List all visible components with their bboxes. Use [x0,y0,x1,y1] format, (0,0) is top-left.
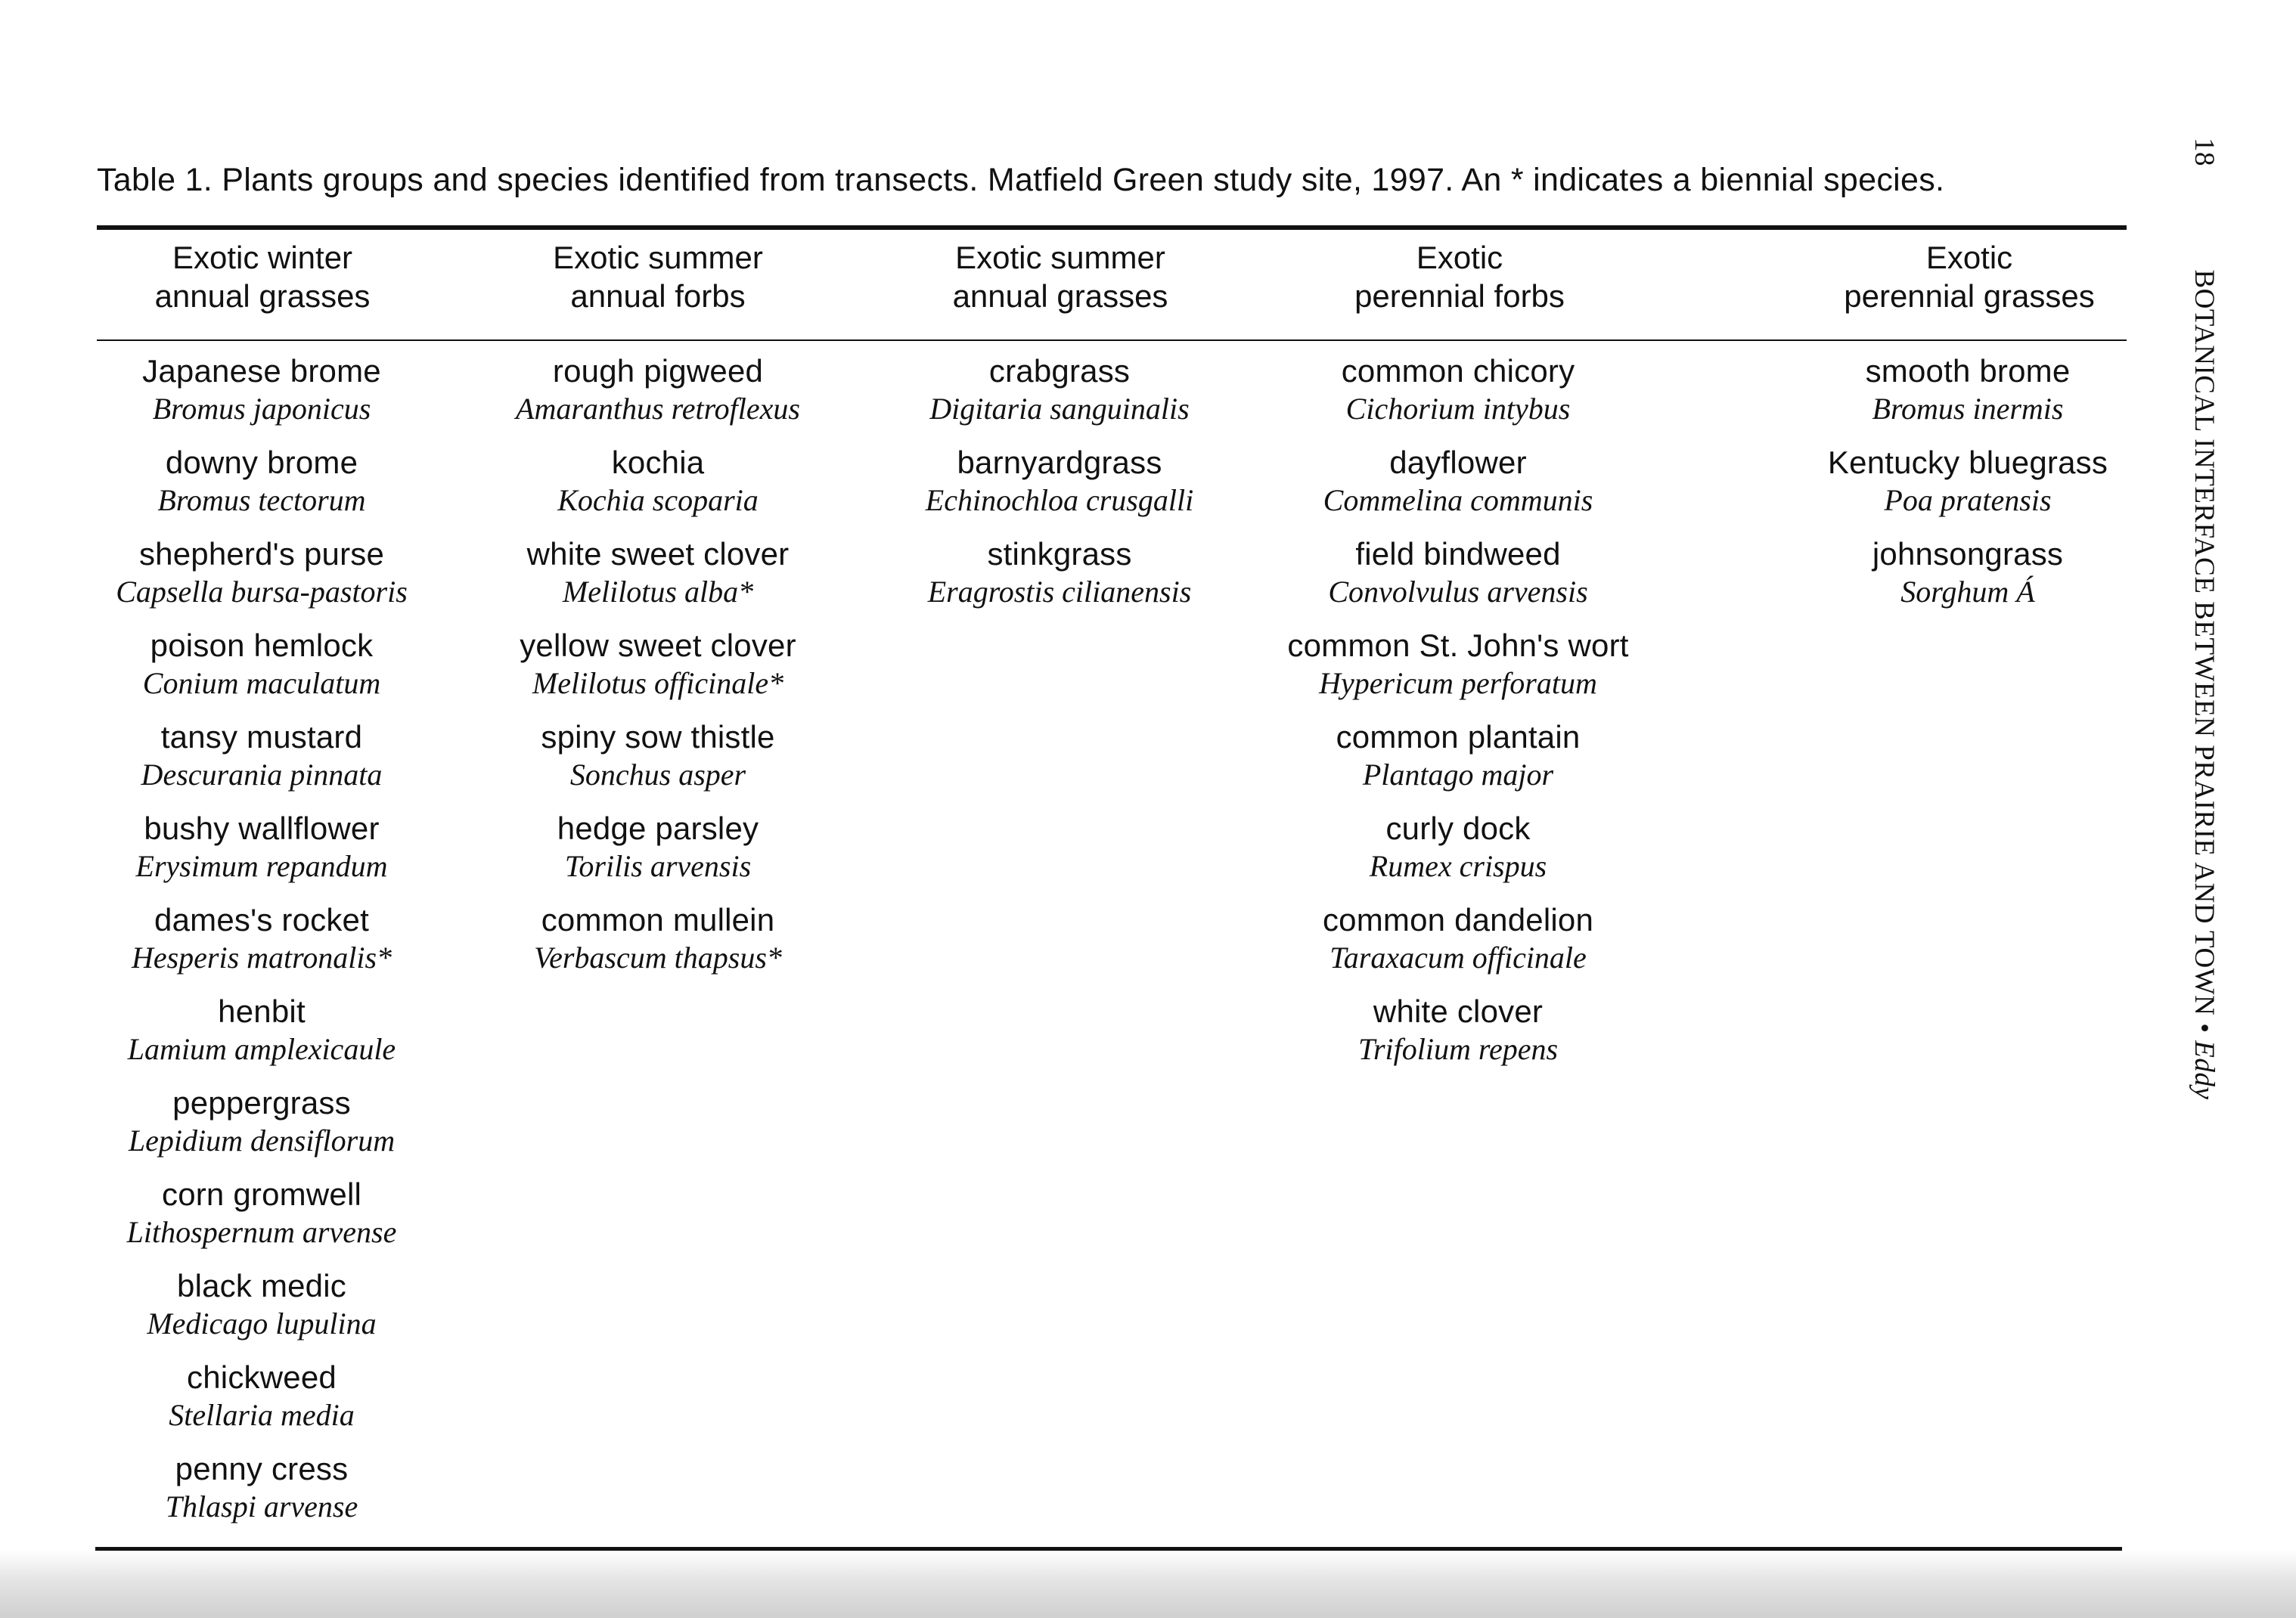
common-name: chickweed [187,1359,337,1395]
scientific-name: Lepidium densiflorum [128,1124,396,1158]
scientific-name: Lithospernum arvense [126,1215,397,1249]
common-name: tansy mustard [160,719,363,755]
common-name: hedge parsley [557,811,759,846]
common-name: yellow sweet clover [520,628,796,663]
scientific-name: Amaranthus retroflexus [516,392,800,426]
running-head [2188,138,2220,1099]
common-name: barnyardgrass [957,445,1162,480]
common-name: rough pigweed [552,353,764,389]
scientific-name: Hesperis matronalis* [131,941,392,975]
common-name: Kentucky bluegrass [1827,445,2108,480]
species-entry [1287,900,1628,992]
common-name: kochia [611,445,705,480]
scientific-name: Melilotus alba* [562,575,754,609]
species-entry [116,1266,408,1358]
species-entry [1828,535,2108,626]
common-name: penny cress [175,1451,349,1486]
species-entry [516,626,800,718]
species-entry [1828,443,2108,535]
common-name: bushy wallflower [144,811,380,846]
species-entry [116,535,408,626]
scientific-name: Stellaria media [169,1398,355,1432]
species-entry [516,900,800,992]
common-name: dames's rocket [154,902,369,938]
species-entry [1828,352,2108,443]
common-name: poison hemlock [150,628,374,663]
species-entry [116,1083,408,1175]
common-name: common mullein [541,902,775,938]
scientific-name: Kochia scoparia [557,483,759,517]
common-name: spiny sow thistle [541,719,775,755]
scientific-name: Capsella bursa-pastoris [116,575,408,609]
column-header-line: Exotic winter [172,240,353,275]
running-head-title: BOTANICAL INTERFACE BETWEEN PRAIRIE AND TOWN [2189,269,2220,1016]
scientific-name: Convolvulus arvensis [1328,575,1588,609]
scientific-name: Commelina communis [1323,483,1593,517]
table-caption: Table 1. Plants groups and species identified from transects. Matfield Green study site, 1997. An * indicates a biennial species. [97,162,1945,198]
scientific-name: Sorghum Á [1900,575,2035,609]
scientific-name: Bromus tectorum [157,483,366,517]
common-name: curly dock [1385,811,1531,846]
species-entry [116,718,408,809]
column-header-summer-annual-grasses [953,238,1168,315]
scientific-name: Eragrostis cilianensis [927,575,1192,609]
species-entry [116,352,408,443]
species-entry [116,1358,408,1449]
species-entry [516,809,800,900]
scientific-name: Hypericum perforatum [1319,666,1597,700]
common-name: dayflower [1389,445,1527,480]
column-header-line: perennial grasses [1844,278,2095,314]
scientific-name: Lamium amplexicaule [127,1032,396,1066]
species-entry [516,443,800,535]
scientific-name: Torilis arvensis [564,849,752,883]
column-header-line: Exotic [1925,240,2013,275]
species-entry [1287,809,1628,900]
scientific-name: Melilotus officinale* [532,666,784,700]
common-name: common plantain [1336,719,1581,755]
column-header-perennial-forbs [1354,238,1565,315]
species-entry [116,809,408,900]
column-header-line: annual grasses [952,278,1168,314]
species-entry [516,352,800,443]
common-name: common chicory [1341,353,1575,389]
column-header-perennial-grasses [1844,238,2095,315]
column-perennial-forbs [1287,352,1628,1083]
column-winter-annual-grasses [116,352,408,1541]
species-entry [1287,718,1628,809]
scientific-name: Verbascum thapsus* [534,941,782,975]
common-name: black medic [177,1268,346,1303]
common-name: common St. John's wort [1287,628,1629,663]
common-name: downy brome [165,445,358,480]
common-name: crabgrass [988,353,1131,389]
scientific-name: Bromus japonicus [152,392,371,426]
column-summer-annual-grasses [926,352,1193,626]
scan-edge-shadow [0,1550,2296,1618]
column-summer-annual-forbs [516,352,800,992]
common-name: shepherd's purse [138,536,385,572]
scientific-name: Conium maculatum [142,666,381,700]
species-entry [116,1175,408,1266]
column-header-line: Exotic [1416,240,1503,275]
running-head-separator: • [2189,1023,2220,1034]
column-header-line: Exotic summer [553,240,763,275]
species-entry [116,626,408,718]
scientific-name: Echinochloa crusgalli [925,483,1194,517]
species-entry [516,718,800,809]
header-rule [97,339,2127,341]
common-name: johnsongrass [1872,536,2064,572]
column-header-line: annual forbs [570,278,746,314]
scientific-name: Cichorium intybus [1345,392,1571,426]
species-entry [926,443,1193,535]
species-entry [1287,992,1628,1083]
scientific-name: Bromus inermis [1872,392,2064,426]
species-entry [926,352,1193,443]
scientific-name: Medicago lupulina [147,1306,377,1341]
common-name: smooth brome [1865,353,2071,389]
species-entry [116,900,408,992]
common-name: field bindweed [1355,536,1561,572]
scientific-name: Poa pratensis [1884,483,2052,517]
species-entry [116,992,408,1083]
column-header-line: perennial forbs [1354,278,1565,314]
species-entry [516,535,800,626]
species-entry [926,535,1193,626]
running-head-author: Eddy [2189,1040,2220,1100]
species-entry [1287,626,1628,718]
column-header-line: annual grasses [154,278,371,314]
species-entry [116,1449,408,1541]
common-name: common dandelion [1322,902,1594,938]
common-name: white clover [1373,993,1544,1029]
column-header-summer-annual-forbs [553,238,763,315]
scientific-name: Erysimum repandum [135,849,388,883]
scientific-name: Thlaspi arvense [165,1489,358,1523]
common-name: peppergrass [172,1085,351,1121]
species-entry [116,443,408,535]
scientific-name: Trifolium repens [1357,1032,1559,1066]
scientific-name: Plantago major [1362,758,1554,792]
scientific-name: Descurania pinnata [141,758,383,792]
column-header-winter-annual-grasses [155,238,371,315]
species-entry [1287,352,1628,443]
common-name: stinkgrass [987,536,1132,572]
column-perennial-grasses [1828,352,2108,626]
species-entry [1287,535,1628,626]
scientific-name: Rumex crispus [1369,849,1547,883]
scientific-name: Sonchus asper [569,758,746,792]
common-name: white sweet clover [526,536,790,572]
common-name: corn gromwell [161,1176,362,1212]
scientific-name: Digitaria sanguinalis [929,392,1190,426]
common-name: Japanese brome [142,353,381,389]
top-rule [97,225,2127,230]
scientific-name: Taraxacum officinale [1330,941,1587,975]
column-header-line: Exotic summer [955,240,1165,275]
page-number: 18 [2189,138,2220,166]
common-name: henbit [218,993,306,1029]
species-entry [1287,443,1628,535]
